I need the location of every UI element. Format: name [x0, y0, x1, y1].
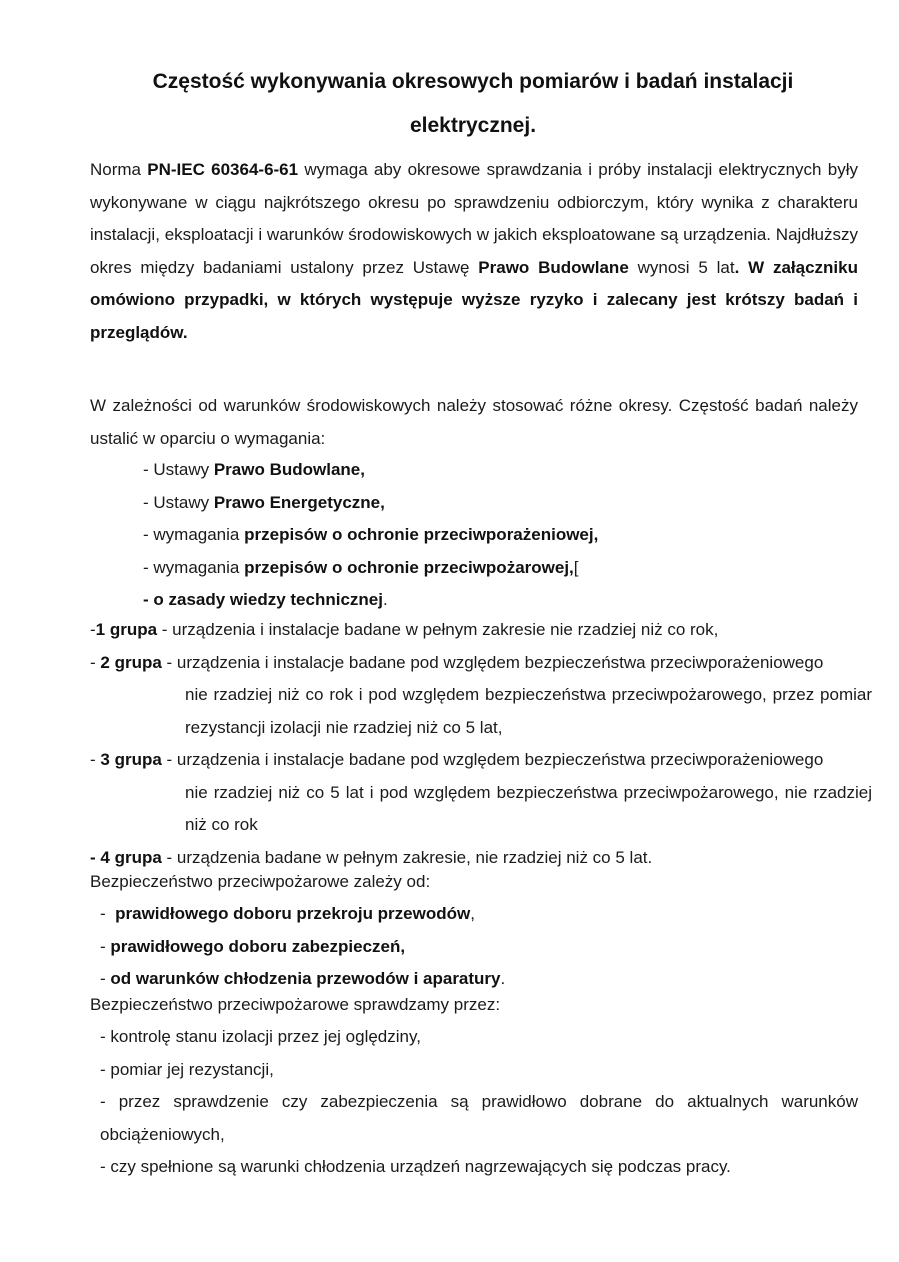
list-item [143, 552, 843, 585]
item-prefix: - Ustawy [143, 492, 214, 512]
fire-safety-heading: Bezpieczeństwo przeciwpożarowe zależy od: [90, 872, 431, 891]
item-prefix: - [100, 969, 111, 988]
group-name: 2 grupa [100, 652, 162, 672]
device-groups [90, 614, 872, 874]
list-item [100, 898, 860, 931]
group-description-cont: nie rzadziej niż co 5 lat i pod względem bezpieczeństwa przeciwpożarowego, nie rzadziej niż co rok [185, 782, 872, 834]
group-3 [90, 744, 872, 842]
fire-safety-list [100, 898, 860, 996]
item-suffix: . [500, 969, 506, 988]
group-name: 4 grupa [100, 847, 162, 867]
item-bold: Prawo Energetyczne, [213, 492, 385, 512]
item-bold: przepisów o ochronie przeciwpożarowej, [244, 557, 574, 577]
item-suffix: [ [573, 557, 579, 577]
item-prefix: - wymagania [143, 525, 245, 544]
item-bold: Prawo Budowlane, [213, 460, 365, 479]
list-item [143, 519, 843, 552]
intro-text-3: wynosi 5 lat [628, 257, 735, 277]
group-name: 3 grupa [100, 750, 162, 769]
group-description-cont: nie rzadziej niż co rok i pod względem bezpieczeństwa przeciwpożarowego, przez pomiar rezystancji izolacji nie rzadziej niż co 5 lat, [185, 685, 872, 737]
requirements-list [143, 454, 843, 617]
list-item [143, 454, 843, 487]
group-description: - urządzenia badane w pełnym zakresie, nie rzadziej niż co 5 lat. [161, 847, 653, 867]
group-dash: - [90, 620, 96, 639]
group-dash: - [90, 750, 101, 769]
item-prefix: - wymagania [143, 557, 245, 577]
list-item: - pomiar jej rezystancji, [100, 1059, 274, 1079]
document-title: Częstość wykonywania okresowych pomiarów i badań instalacji elektrycznej. [152, 70, 794, 137]
list-item [143, 584, 843, 617]
item-prefix: - [100, 904, 116, 923]
intro-text-2: wymaga aby okresowe sprawdzania i próby instalacji elektrycznych były wykonywane w ciągu najkrótszego okresu po sprawdzeniu odbiorczym, który wynika z charakteru instalacji, eksploatacji i warunków środowiskowych w jakich eksploatowane są urządzenia. Najdłuższy okres między badaniami ustalony przez Ustawę [90, 160, 858, 277]
item-prefix: - Ustawy [143, 460, 214, 479]
item-bold: od warunków chłodzenia przewodów i aparatury [110, 969, 501, 988]
group-description: - urządzenia i instalacje badane pod względem bezpieczeństwa przeciwporażeniowego [161, 652, 824, 672]
intro-paragraph [90, 154, 858, 349]
group-1 [90, 614, 872, 647]
group-description: - urządzenia i instalacje badane w pełnym zakresie nie rzadziej niż co rok, [157, 620, 719, 639]
item-bold: prawidłowego doboru przekroju przewodów [115, 904, 471, 923]
group-name: 1 grupa [95, 620, 158, 639]
group-dash: - [90, 847, 101, 867]
intro-bold-note: . W załączniku omówiono przypadki, w których występuje wyższe ryzyko i zalecany jest krótszy badań i przeglądów. [90, 257, 858, 342]
group-2 [90, 647, 872, 745]
list-item: - czy spełnione są warunki chłodzenia urządzeń nagrzewających się podczas pracy. [100, 1157, 731, 1176]
intro-text-1: Norma [90, 160, 148, 179]
law-reference: Prawo Budowlane [478, 257, 629, 277]
list-item [100, 931, 860, 964]
item-bold: - o zasady wiedzy technicznej [143, 590, 383, 609]
item-bold: prawidłowego doboru zabezpieczeń, [110, 936, 406, 956]
item-suffix: , [470, 904, 475, 923]
list-item: - przez sprawdzenie czy zabezpieczenia są prawidłowo dobrane do aktualnych warunków obciążeniowych, [100, 1092, 858, 1144]
group-description: - urządzenia i instalacje badane pod względem bezpieczeństwa przeciwporażeniowego [161, 750, 824, 769]
item-bold: przepisów o ochronie przeciwporażeniowej, [244, 525, 599, 544]
fire-check-heading: Bezpieczeństwo przeciwpożarowe sprawdzamy przez: [90, 995, 501, 1014]
requirements-intro: W zależności od warunków środowiskowych należy stosować różne okresy. Częstość badań należy ustalić w oparciu o wymagania: [90, 396, 858, 448]
item-prefix: - [100, 936, 111, 956]
fire-check-list [100, 1021, 858, 1184]
list-item: - kontrolę stanu izolacji przez jej oględziny, [100, 1027, 421, 1046]
norm-reference: PN-IEC 60364-6-61 [147, 160, 299, 179]
group-dash: - [90, 652, 101, 672]
list-item [143, 487, 843, 520]
item-suffix: . [382, 590, 388, 609]
